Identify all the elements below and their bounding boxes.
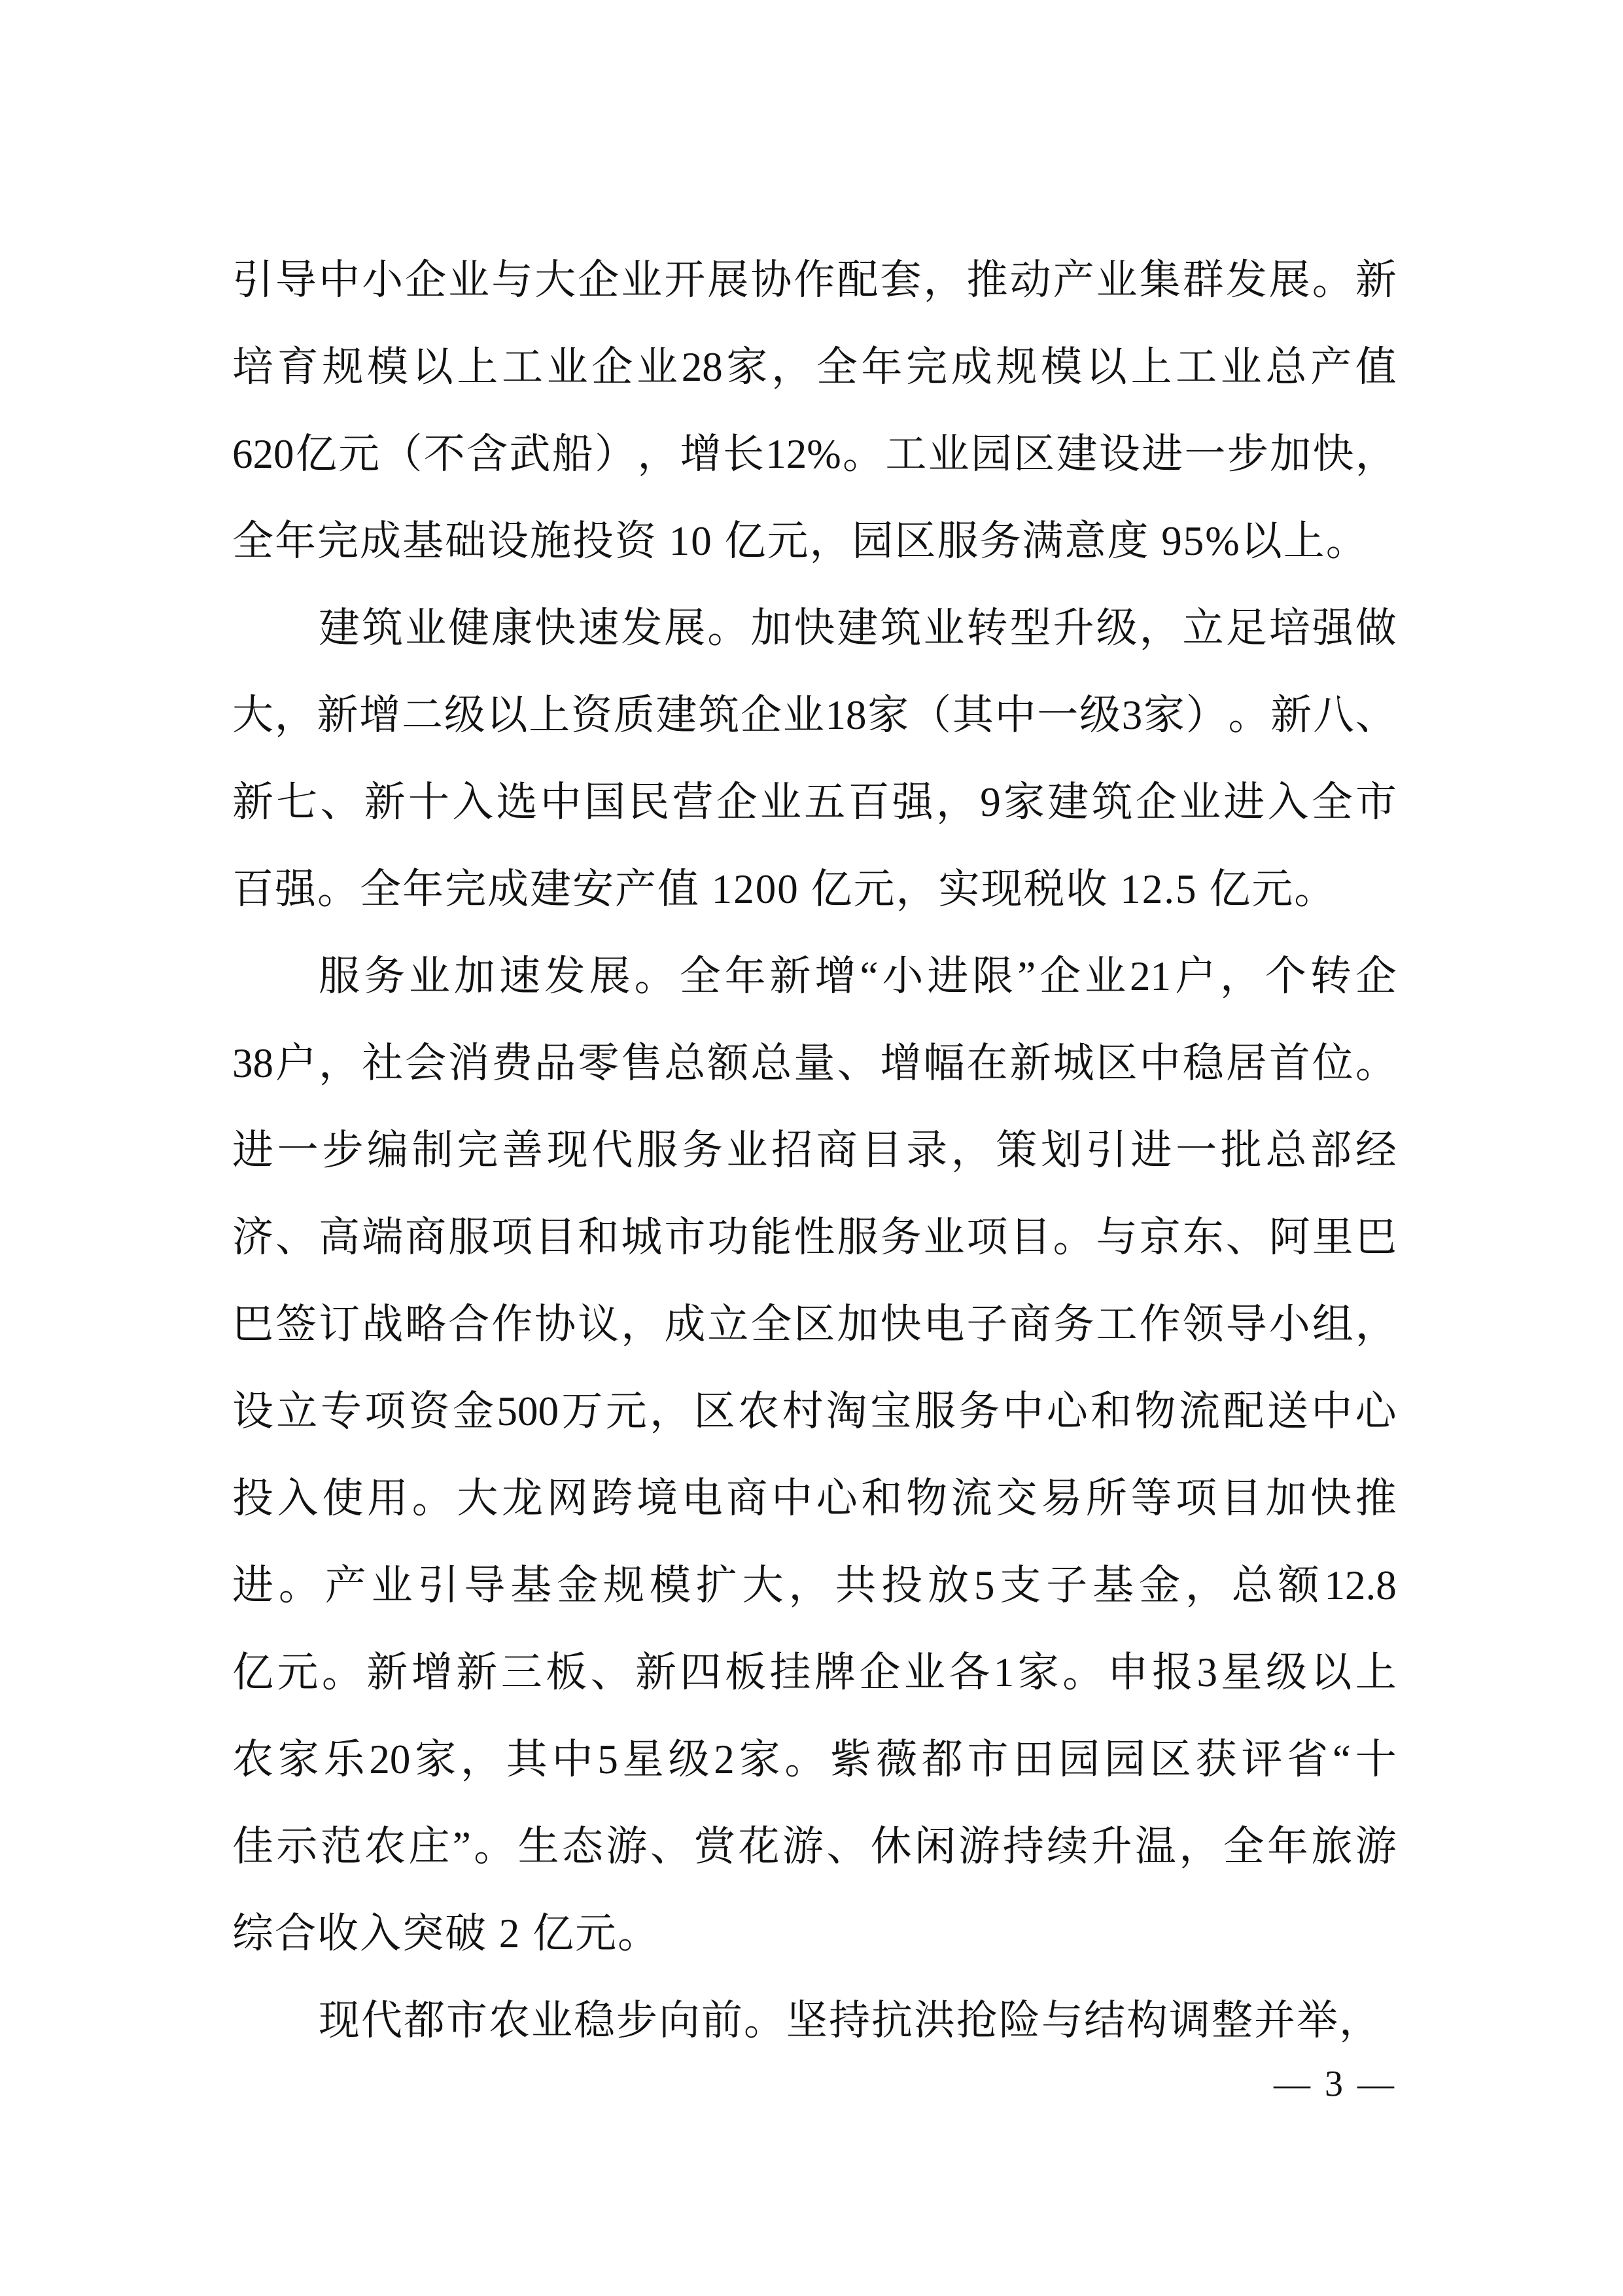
page-number: — 3 —: [1274, 2064, 1397, 2104]
text-line: 佳 示 范 农 庄 ” 。 生 态 游 、 赏 花 游 、 休 闲 游 持 续 升 温 ， 全 年 旅 游: [232, 1824, 1397, 1869]
text-line: 620 亿 元 （ 不 含 武 船 ） ， 增 长 12% 。 工 业 园 区 建 设 进 一 步 加 快 ，: [232, 431, 1397, 477]
text-line: 进 一 步 编 制 完 善 现 代 服 务 业 招 商 目 录 ， 策 划 引 进 一 批 总 部 经: [232, 1127, 1397, 1173]
text-line: 投 入 使 用 。 大 龙 网 跨 境 电 商 中 心 和 物 流 交 易 所 等 项 目 加 快 推: [232, 1475, 1397, 1521]
text-line: 综合收入突破 2 亿元。: [232, 1911, 660, 1956]
text-line: 服 务 业 加 速 发 展 。 全 年 新 增 “ 小 进 限 ” 企 业 21 户 ， 个 转 企: [319, 953, 1397, 999]
text-line: 全年完成基础设施投资 10 亿元，园区服务满意度 95%以上。: [232, 518, 1369, 564]
text-line: 巴 签 订 战 略 合 作 协 议 ， 成 立 全 区 加 快 电 子 商 务 工 作 领 导 小 组 ，: [232, 1301, 1397, 1347]
text-line: 亿 元 。 新 增 新 三 板 、 新 四 板 挂 牌 企 业 各 1 家 。 申 报 3 星 级 以 上: [232, 1650, 1397, 1695]
text-line: 百强。全年完成建安产值 1200 亿元，实现税收 12.5 亿元。: [232, 866, 1337, 912]
text-line: 38 户 ， 社 会 消 费 品 零 售 总 额 总 量 、 增 幅 在 新 城 区 中 稳 居 首 位 。: [232, 1040, 1397, 1086]
text-line: 济 、 高 端 商 服 项 目 和 城 市 功 能 性 服 务 业 项 目 。 与 京 东 、 阿 里 巴: [232, 1214, 1397, 1260]
text-line: 新 七 、 新 十 入 选 中 国 民 营 企 业 五 百 强 ， 9 家 建 筑 企 业 进 入 全 市: [232, 779, 1397, 825]
text-line: 农 家 乐 20 家 ， 其 中 5 星 级 2 家 。 紫 薇 都 市 田 园 园 区 获 评 省 “ 十: [232, 1737, 1397, 1782]
text-line: 建 筑 业 健 康 快 速 发 展 。 加 快 建 筑 业 转 型 升 级 ， 立 足 培 强 做: [319, 605, 1397, 651]
body-text-block: [232, 237, 1397, 2064]
text-line: 进 。 产 业 引 导 基 金 规 模 扩 大 ， 共 投 放 5 支 子 基 金 ， 总 额 12.8: [232, 1563, 1397, 1608]
text-line: 培 育 规 模 以 上 工 业 企 业 28 家 ， 全 年 完 成 规 模 以 上 工 业 总 产 值: [232, 344, 1397, 390]
text-line: 引 导 中 小 企 业 与 大 企 业 开 展 协 作 配 套 ， 推 动 产 业 集 群 发 展 。 新: [232, 257, 1397, 303]
text-line: 大 ， 新 增 二 级 以 上 资 质 建 筑 企 业 18 家 （ 其 中 一 级 3 家 ） 。 新 八 、: [232, 692, 1397, 738]
text-line: 现代都市农业稳步向前。坚持抗洪抢险与结构调整并举，: [319, 1998, 1382, 2043]
text-line: 设 立 专 项 资 金 500 万 元 ， 区 农 村 淘 宝 服 务 中 心 和 物 流 配 送 中 心: [232, 1388, 1397, 1434]
